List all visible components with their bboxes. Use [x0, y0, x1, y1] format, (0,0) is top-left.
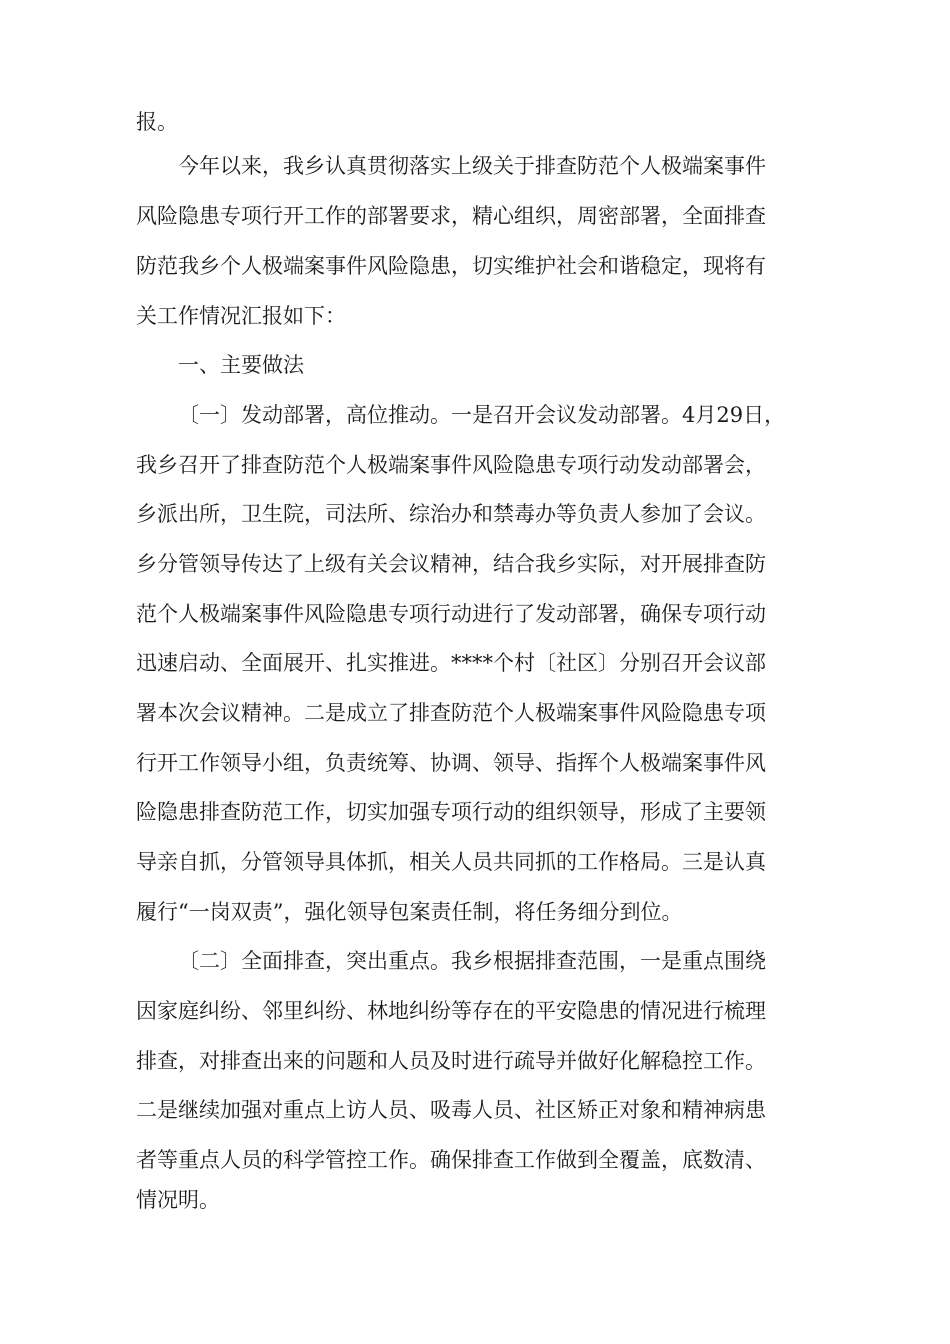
- text-line: 关工作情况汇报如下：: [136, 304, 346, 328]
- text-line: 行开工作领导小组，负责统筹、协调、领导、指挥个人极端案事件风: [136, 751, 766, 775]
- text-line: 者等重点人员的科学管控工作。确保排查工作做到全覆盖，底数清、: [136, 1148, 766, 1172]
- text-line: 乡分管领导传达了上级有关会议精神，结合我乡实际，对开展排查防: [136, 552, 766, 576]
- text-line: 报。: [136, 110, 178, 134]
- text-line: 署本次会议精神。二是成立了排查防范个人极端案事件风险隐患专项: [136, 701, 766, 725]
- text-line: 风险隐患专项行开工作的部署要求，精心组织，周密部署，全面排查: [136, 204, 766, 228]
- text-line: 范个人极端案事件风险隐患专项行动进行了发动部署，确保专项行动: [136, 602, 766, 626]
- section-heading: 一、主要做法: [178, 353, 304, 377]
- text-line: 防范我乡个人极端案事件风险隐患，切实维护社会和谐稳定，现将有: [136, 254, 766, 278]
- text-line: 排查，对排查出来的问题和人员及时进行疏导并做好化解稳控工作。: [136, 1049, 766, 1073]
- text-line: 情况明。: [136, 1188, 220, 1212]
- text-line: 履行“一岗双责”，强化领导包案责任制，将任务细分到位。: [136, 900, 683, 924]
- text-line: 导亲自抓，分管领导具体抓，相关人员共同抓的工作格局。三是认真: [136, 850, 766, 874]
- text-line: 因家庭纠纷、邻里纠纷、林地纠纷等存在的平安隐患的情况进行梳理: [136, 999, 766, 1023]
- text-line: 乡派出所，卫生院，司法所、综治办和禁毒办等负责人参加了会议。: [136, 502, 766, 526]
- paragraph-start: 〔二〕全面排查，突出重点。我乡根据排查范围，一是重点围绕: [178, 949, 766, 973]
- text-line: 我乡召开了排查防范个人极端案事件风险隐患专项行动发动部署会，: [136, 453, 766, 477]
- text-line: 二是继续加强对重点上访人员、吸毒人员、社区矫正对象和精神病患: [136, 1098, 766, 1122]
- text-line: 迅速启动、全面展开、扎实推进。****个村〔社区〕分别召开会议部: [136, 651, 766, 675]
- paragraph-start: 〔一〕发动部署，高位推动。一是召开会议发动部署。4月29日，: [178, 403, 786, 427]
- paragraph-start: 今年以来，我乡认真贯彻落实上级关于排查防范个人极端案事件: [178, 154, 766, 178]
- text-line: 险隐患排查防范工作，切实加强专项行动的组织领导，形成了主要领: [136, 800, 766, 824]
